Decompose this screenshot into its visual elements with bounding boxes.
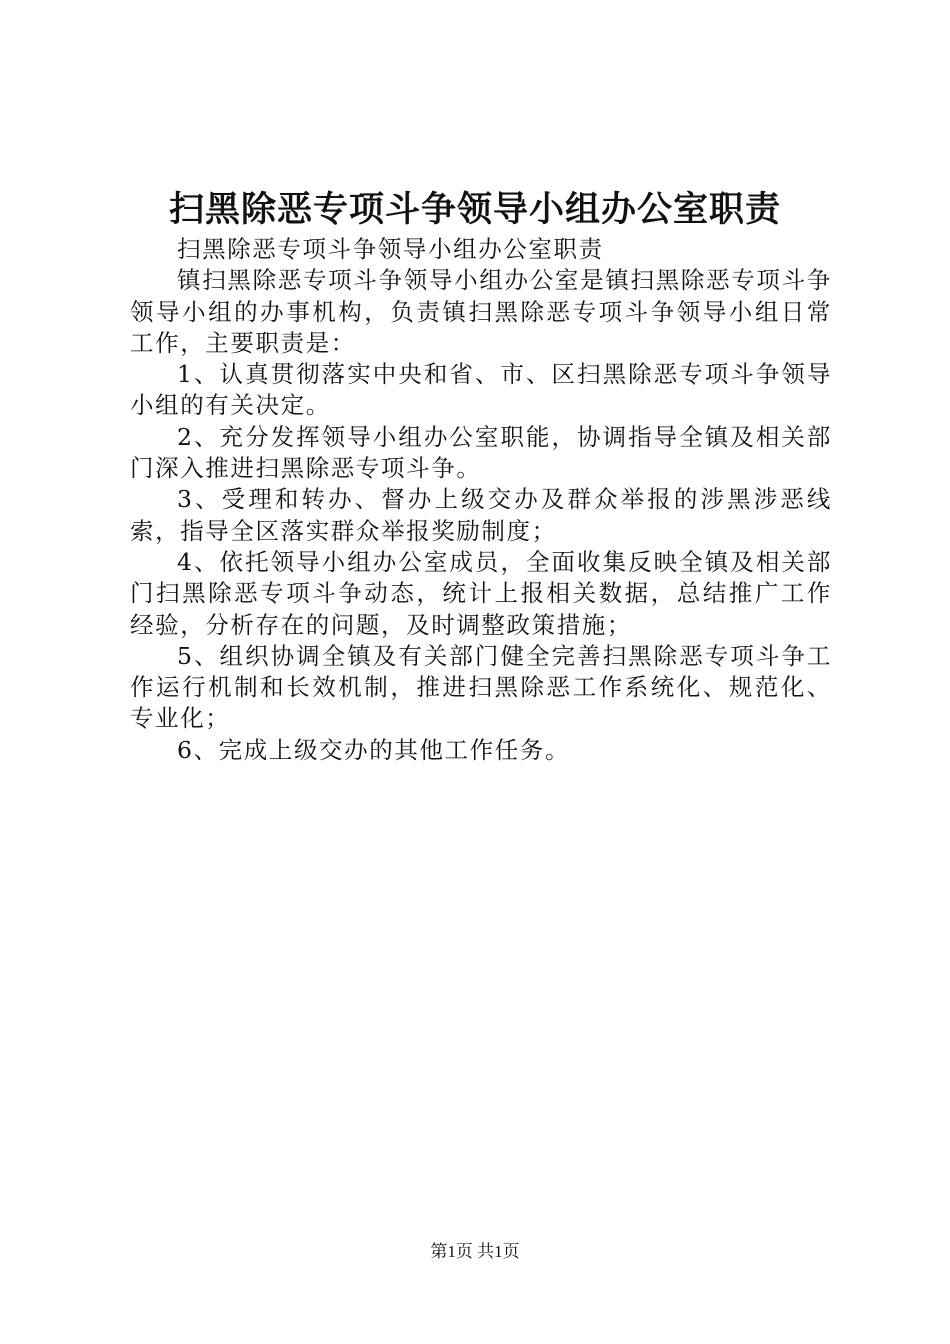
paragraph-item-3: 3、受理和转办、督办上级交办及群众举报的涉黑涉恶线索，指导全区落实群众举报奖励制度； [130,485,832,545]
paragraph-item-1: 1、认真贯彻落实中央和省、市、区扫黑除恶专项斗争领导小组的有关决定。 [130,360,832,420]
page-footer: 第1页 共1页 [430,1242,520,1261]
paragraph-item-6: 6、完成上级交办的其他工作任务。 [177,735,571,764]
paragraph-intro: 镇扫黑除恶专项斗争领导小组办公室是镇扫黑除恶专项斗争领导小组的办事机构，负责镇扫黑除恶专项斗争领导小组日常工作，主要职责是： [130,266,832,357]
document-title: 扫黑除恶专项斗争领导小组办公室职责 [168,189,781,230]
document-body [130,234,832,766]
paragraph-item-4: 4、依托领导小组办公室成员，全面收集反映全镇及相关部门扫黑除恶专项斗争动态，统计上报相关数据，总结推广工作经验，分析存在的问题，及时调整政策措施； [130,547,832,639]
paragraph-item-5: 5、组织协调全镇及有关部门健全完善扫黑除恶专项斗争工作运行机制和长效机制，推进扫黑除恶工作系统化、规范化、专业化； [130,641,832,733]
paragraph-item-2: 2、充分发挥领导小组办公室职能，协调指导全镇及相关部门深入推进扫黑除恶专项斗争。 [130,422,832,483]
paragraph-heading: 扫黑除恶专项斗争领导小组办公室职责 [177,235,604,263]
